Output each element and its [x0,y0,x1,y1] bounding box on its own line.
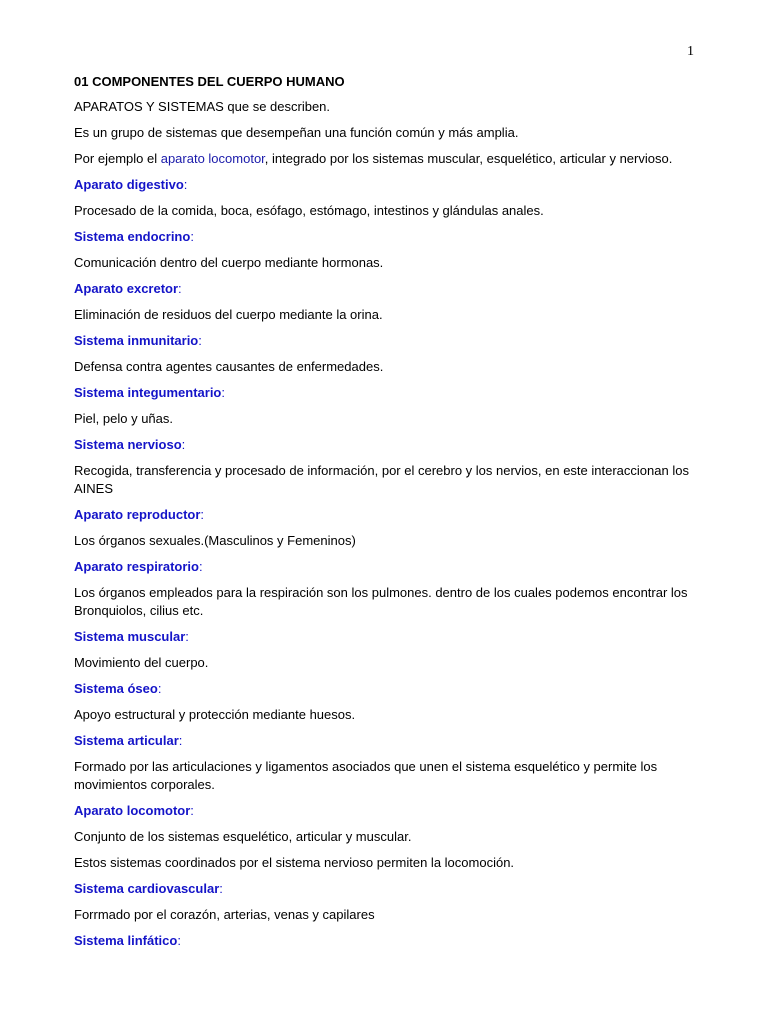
section-item [74,680,698,724]
section-heading-colon: : [221,385,225,400]
section-heading-label: Aparato excretor [74,281,179,296]
section-heading-colon: : [185,629,189,644]
section-item [74,732,698,794]
section-heading-label: Aparato respiratorio [74,559,199,574]
example-text-before: Por ejemplo el [74,151,161,166]
section-heading [74,332,698,350]
section-description: Comunicación dentro del cuerpo mediante hormonas. [74,255,384,270]
section-heading-label: Sistema linfático [74,933,178,948]
section-heading [74,280,698,298]
section-heading [74,506,698,524]
section-item [74,880,698,924]
section-description: Estos sistemas coordinados por el sistema nervioso permiten la locomoción. [74,855,515,870]
section-heading [74,880,698,898]
section-description: Forrmado por el corazón, arterias, venas y capilares [74,907,375,922]
section-item [74,384,698,428]
section-heading-colon: : [200,507,205,522]
section-heading-colon: : [190,229,194,244]
section-heading-colon: : [198,559,203,574]
section-heading-colon: : [198,333,202,348]
section-description: Piel, pelo y uñas. [74,411,174,426]
section-heading-label: Sistema articular [74,733,179,748]
section-heading-colon: : [178,281,182,296]
section-item [74,628,698,672]
intro-paragraph: Es un grupo de sistemas que desempeñan una función común y más amplia. [74,125,519,140]
section-description: Recogida, transferencia y procesado de información, por el cerebro y los nervios, en este interaccionan los AINES [74,463,689,496]
section-heading-label: Sistema integumentario [74,385,222,400]
section-item [74,932,698,950]
section-heading-label: Aparato digestivo [74,177,184,192]
section-description: Los órganos sexuales.(Masculinos y Femeninos) [74,533,356,548]
section-heading-label: Aparato reproductor [74,507,201,522]
section-heading-label: Sistema muscular [74,629,186,644]
section-heading-colon: : [183,177,188,192]
section-item [74,176,698,220]
section-heading [74,932,698,950]
section-description: Apoyo estructural y protección mediante huesos. [74,707,356,722]
section-heading-label: Sistema cardiovascular [74,881,220,896]
section-item [74,802,698,872]
section-heading [74,176,698,194]
section-item [74,436,698,498]
section-item [74,228,698,272]
section-description: Procesado de la comida, boca, esófago, estómago, intestinos y glándulas anales. [74,203,544,218]
section-heading-label: Aparato locomotor [74,803,191,818]
section-heading [74,628,698,646]
section-heading-colon: : [178,733,183,748]
aparato-locomotor-link[interactable]: aparato locomotor [160,151,265,166]
section-description: Movimiento del cuerpo. [74,655,209,670]
section-description: Los órganos empleados para la respiración son los pulmones. dentro de los cuales podemos encontrar los Bronquiolos, cilius etc. [74,585,688,618]
section-heading-colon: : [157,681,162,696]
document-title: 01 COMPONENTES DEL CUERPO HUMANO [74,74,345,89]
example-text-after: , integrado por los sistemas muscular, esquelético, articular y nervioso. [264,151,673,166]
section-heading [74,436,698,454]
section-heading-colon: : [219,881,223,896]
section-heading-colon: : [190,803,194,818]
section-heading-colon: : [181,437,186,452]
sections-list [74,176,698,950]
section-heading-colon: : [177,933,181,948]
document-body [74,74,698,958]
subtitle-paragraph: APARATOS Y SISTEMAS que se describen. [74,99,331,114]
section-description: Conjunto de los sistemas esquelético, articular y muscular. [74,829,412,844]
section-item [74,332,698,376]
section-heading-label: Sistema óseo [74,681,158,696]
section-heading [74,558,698,576]
section-heading-label: Sistema inmunitario [74,333,199,348]
section-description: Defensa contra agentes causantes de enfermedades. [74,359,384,374]
section-heading [74,228,698,246]
example-paragraph [74,150,698,168]
section-item [74,280,698,324]
section-heading [74,384,698,402]
section-heading [74,680,698,698]
section-item [74,506,698,550]
section-description: Eliminación de residuos del cuerpo mediante la orina. [74,307,383,322]
section-heading [74,732,698,750]
section-description: Formado por las articulaciones y ligamentos asociados que unen el sistema esquelético y permite los movimientos corporales. [74,759,658,792]
page-number: 1 [687,44,694,59]
section-heading-label: Sistema endocrino [74,229,191,244]
section-item [74,558,698,620]
section-heading [74,802,698,820]
section-heading-label: Sistema nervioso [74,437,182,452]
